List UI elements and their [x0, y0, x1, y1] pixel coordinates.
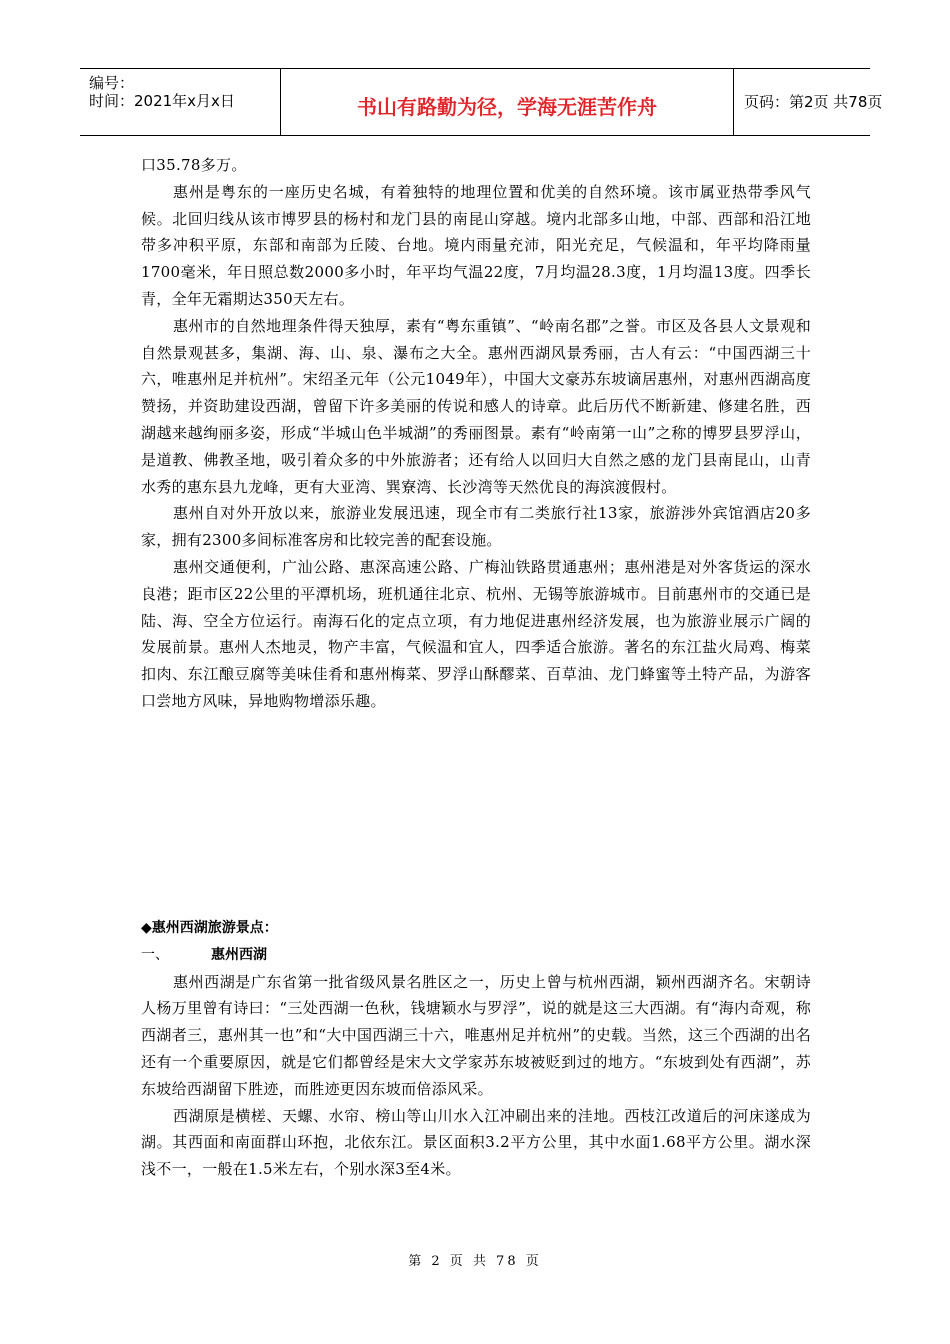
paragraph-scenery: 惠州市的自然地理条件得天独厚，素有“粤东重镇”、“岭南名郡”之誉。市区及各县人文景观和自然景观甚多，集湖、海、山、泉、瀑布之大全。惠州西湖风景秀丽，古人有云：“中国西湖三十六，唯惠州足并杭州”。宋绍圣元年（公元1049年），中国大文豪苏东坡谪居惠州，对惠州西湖高度赞扬，并资助建设西湖，曾留下许多美丽的传说和感人的诗章。此后历代不断新建、修建名胜，西湖越来越绚丽多姿，形成“半城山色半城湖”的秀丽图景。素有“岭南第一山”之称的博罗县罗浮山，是道教、佛教圣地，吸引着众多的中外旅游者；还有给人以回归大自然之感的龙门县南昆山，山青水秀的惠东县九龙峰，更有大亚湾、巽寮湾、长沙湾等天然优良的海滨渡假村。 [141, 316, 811, 496]
header-left-cell [80, 69, 281, 135]
header-right-cell [734, 69, 883, 135]
paragraph-transport: 惠州交通便利，广汕公路、惠深高速公路、广梅汕铁路贯通惠州；惠州港是对外客货运的深水良港；距市区22公里的平潭机场，班机通往北京、杭州、无锡等旅游城市。目前惠州市的交通已是陆、海、空全方位运行。南海石化的定点立项，有力地促进惠州经济发展，也为旅游业展示广阔的发展前景。惠州人杰地灵，物产丰富，气候温和宜人，四季适合旅游。著名的东江盐火局鸡、梅菜扣肉、东江酿豆腐等美味佳肴和惠州梅菜、罗浮山酥醪菜、百草油、龙门蜂蜜等土特产品，为游客口尝地方风味，异地购物增添乐趣。 [141, 557, 811, 710]
subsection-heading [141, 942, 811, 969]
number-label: 编号： [89, 74, 135, 92]
subsection-title: 惠州西湖 [211, 946, 267, 963]
motto: 书山有路勤为径，学海无涯苦作舟 [357, 95, 657, 119]
page-footer: 第 2 页 共 78 页 [408, 1254, 542, 1269]
section-title: ◆惠州西湖旅游景点： [141, 920, 278, 936]
page-label: 页码：第2页 共78页 [744, 93, 883, 111]
main-content [141, 152, 811, 715]
paragraph-geography: 惠州是粤东的一座历史名城，有着独特的地理位置和优美的自然环境。该市属亚热带季风气候。北回归线从该市博罗县的杨村和龙门县的南昆山穿越。境内北部多山地，中部、西部和沿江地带多冲积平原，东部和南部为丘陵、台地。境内雨量充沛，阳光充足，气候温和，年平均降雨量1700毫米，年日照总数2000多小时，年平均气温22度，7月均温28.3度，1月均温13度。四季长青，全年无霜期达350天左右。 [141, 182, 811, 308]
header-middle-cell [281, 69, 734, 135]
date-label: 时间：2021年x月x日 [89, 92, 235, 110]
paragraph-west-lake-geography: 西湖原是横槎、天螺、水帘、榜山等山川水入江冲刷出来的洼地。西枝江改道后的河床遂成为湖。其西面和南面群山环抱，北依东江。景区面积3.2平方公里，其中水面1.68平方公里。湖水深浅不一，一般在1.5米左右，个别水深3至4米。 [141, 1106, 811, 1179]
paragraph-tourism: 惠州自对外开放以来，旅游业发展迅速，现全市有二类旅行社13家，旅游涉外宾馆酒店20多家，拥有2300多间标准客房和比较完善的配套设施。 [141, 504, 811, 550]
paragraph-west-lake-history: 惠州西湖是广东省第一批省级风景名胜区之一，历史上曾与杭州西湖，颖州西湖齐名。宋朝诗人杨万里曾有诗曰：“三处西湖一色秋，钱塘颖水与罗浮”，说的就是这三大西湖。有“海内奇观，称西湖者三，惠州其一也”和“大中国西湖三十六，唯惠州足并杭州”的史载。当然，这三个西湖的出名还有一个重要原因，就是它们都曾经是宋大文学家苏东坡被贬到过的地方。“东坡到处有西湖”，苏东坡给西湖留下胜迹，而胜迹更因东坡而倍添风采。 [141, 972, 811, 1098]
paragraph-continuation: 口35.78多万。 [141, 156, 247, 174]
document-header [80, 68, 883, 136]
attractions-section [141, 915, 811, 1183]
subsection-number: 一、 [141, 946, 169, 963]
